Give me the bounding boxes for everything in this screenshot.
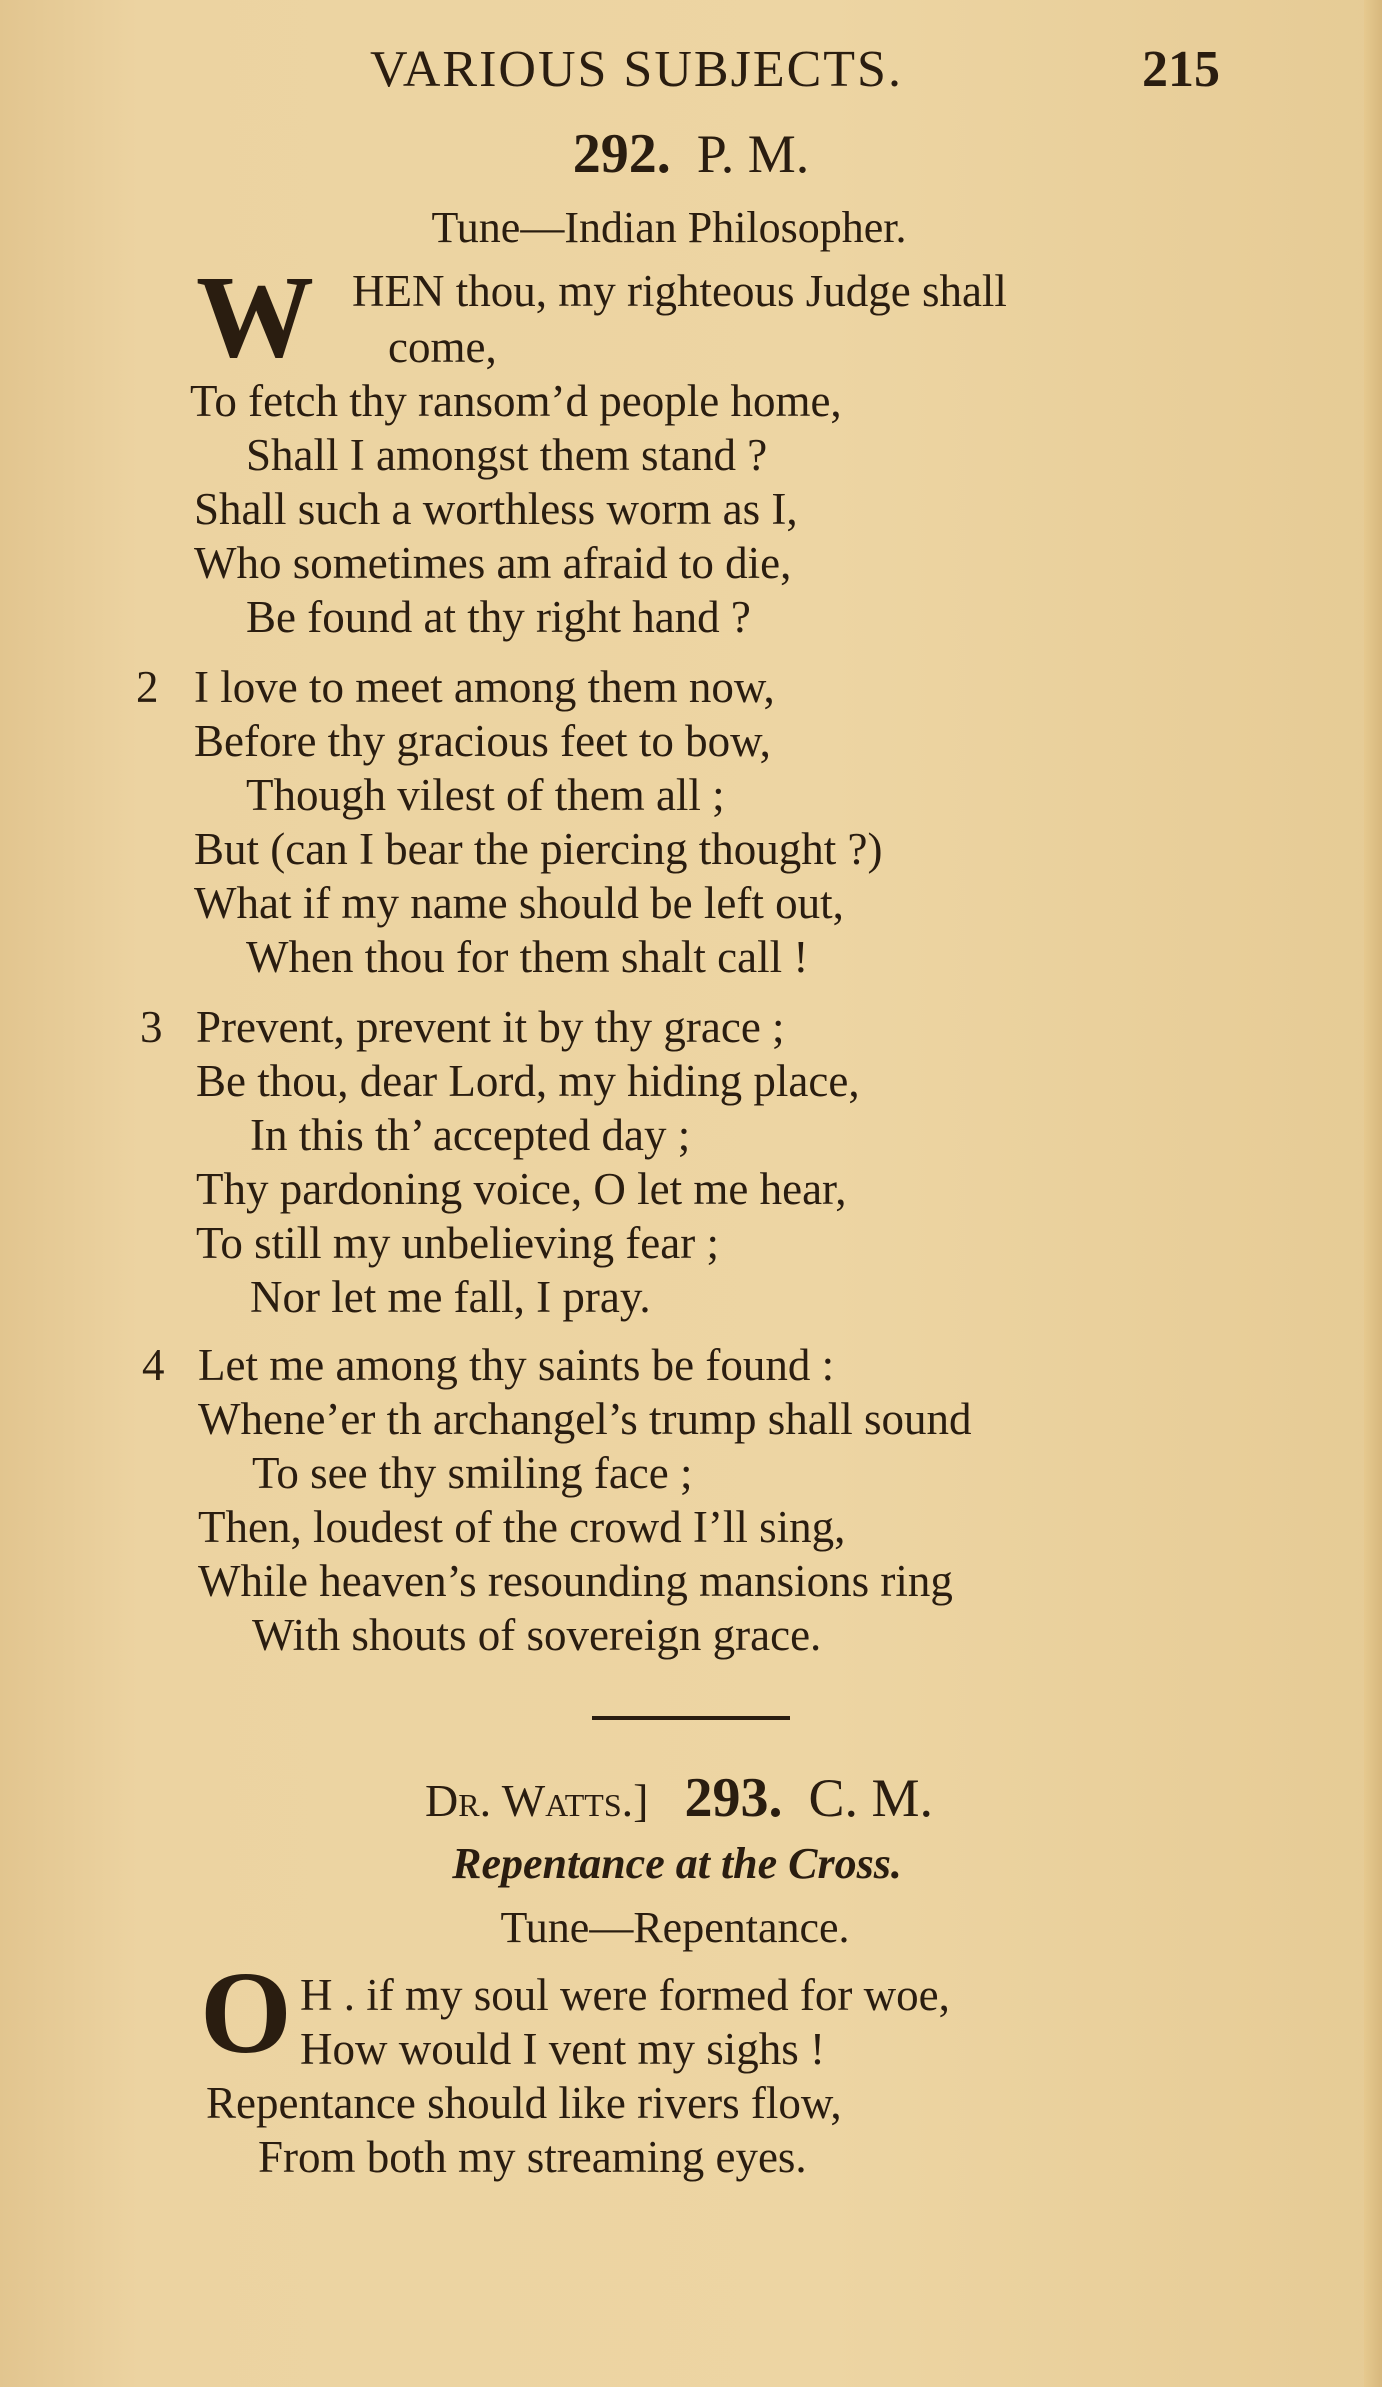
hymn-meter: P. M. xyxy=(696,124,810,184)
verse-line: Then, loudest of the crowd I’ll sing, xyxy=(198,1502,846,1552)
hymn-293-heading xyxy=(0,1766,1370,1830)
hymn-meter: C. M. xyxy=(808,1768,933,1828)
verse-line: How would I vent my sighs ! xyxy=(300,2024,825,2074)
verse-line: Be thou, dear Lord, my hiding place, xyxy=(196,1056,860,1106)
page-edge xyxy=(1364,0,1382,2387)
section-divider xyxy=(592,1716,790,1720)
drop-cap: W xyxy=(196,251,314,382)
verse-line: To fetch thy ransom’d people home, xyxy=(190,376,842,426)
verse-line: While heaven’s resounding mansions ring xyxy=(198,1556,953,1606)
drop-cap: O xyxy=(200,1947,292,2078)
tune-prefix: Tune— xyxy=(500,1903,634,1952)
hymn-subtitle: Repentance at the Cross. xyxy=(452,1839,902,1888)
tune-name: Indian Philosopher. xyxy=(564,203,907,252)
verse-line: To see thy smiling face ; xyxy=(252,1448,693,1498)
tune-prefix: Tune— xyxy=(431,203,565,252)
verse-line: Whene’er th archangel’s trump shall sound xyxy=(198,1394,972,1444)
hymn-293-tune xyxy=(0,1902,1366,1953)
verse-line: When thou for them shalt call ! xyxy=(246,932,809,982)
verse-line: With shouts of sovereign grace. xyxy=(252,1610,822,1660)
verse-line: What if my name should be left out, xyxy=(194,878,844,928)
hymn-293-subtitle-row xyxy=(0,1838,1368,1889)
verse-line: Shall such a worthless worm as I, xyxy=(194,484,798,534)
hymn-number: 292. xyxy=(572,123,671,185)
verse-line: come, xyxy=(388,322,497,372)
hymn-292-heading xyxy=(0,122,1382,186)
verse-line: Prevent, prevent it by thy grace ; xyxy=(196,1002,785,1052)
hymn-292-tune xyxy=(0,202,1360,253)
verse-line: Repentance should like rivers flow, xyxy=(206,2078,842,2128)
verse-number: 4 xyxy=(142,1340,165,1390)
tune-name: Repentance. xyxy=(633,1903,850,1952)
verse-number: 3 xyxy=(140,1002,163,1052)
verse-line: HEN thou, my righteous Judge shall xyxy=(352,266,1007,316)
verse-line: Before thy gracious feet to bow, xyxy=(194,716,771,766)
verse-line: But (can I bear the piercing thought ?) xyxy=(194,824,883,874)
verse-line: To still my unbelieving fear ; xyxy=(196,1218,719,1268)
hymn-author: Dr. Watts.] xyxy=(425,1775,649,1826)
verse-line: In this th’ accepted day ; xyxy=(250,1110,691,1160)
verse-line: From both my streaming eyes. xyxy=(258,2132,807,2182)
verse-line: I love to meet among them now, xyxy=(194,662,775,712)
verse-line: Be found at thy right hand ? xyxy=(246,592,751,642)
verse-line: Let me among thy saints be found : xyxy=(198,1340,835,1390)
verse-line: Thy pardoning voice, O let me hear, xyxy=(196,1164,847,1214)
verse-line: H . if my soul were formed for woe, xyxy=(300,1970,950,2020)
hymn-number: 293. xyxy=(684,1767,783,1829)
page-number: 215 xyxy=(1142,41,1220,98)
verse-line: Shall I amongst them stand ? xyxy=(246,430,768,480)
verse-line: Nor let me fall, I pray. xyxy=(250,1272,651,1322)
verse-number: 2 xyxy=(136,662,159,712)
page-header xyxy=(360,40,1220,110)
running-title: VARIOUS SUBJECTS. xyxy=(370,41,903,98)
verse-line: Though vilest of them all ; xyxy=(246,770,725,820)
verse-line: Who sometimes am afraid to die, xyxy=(194,538,792,588)
